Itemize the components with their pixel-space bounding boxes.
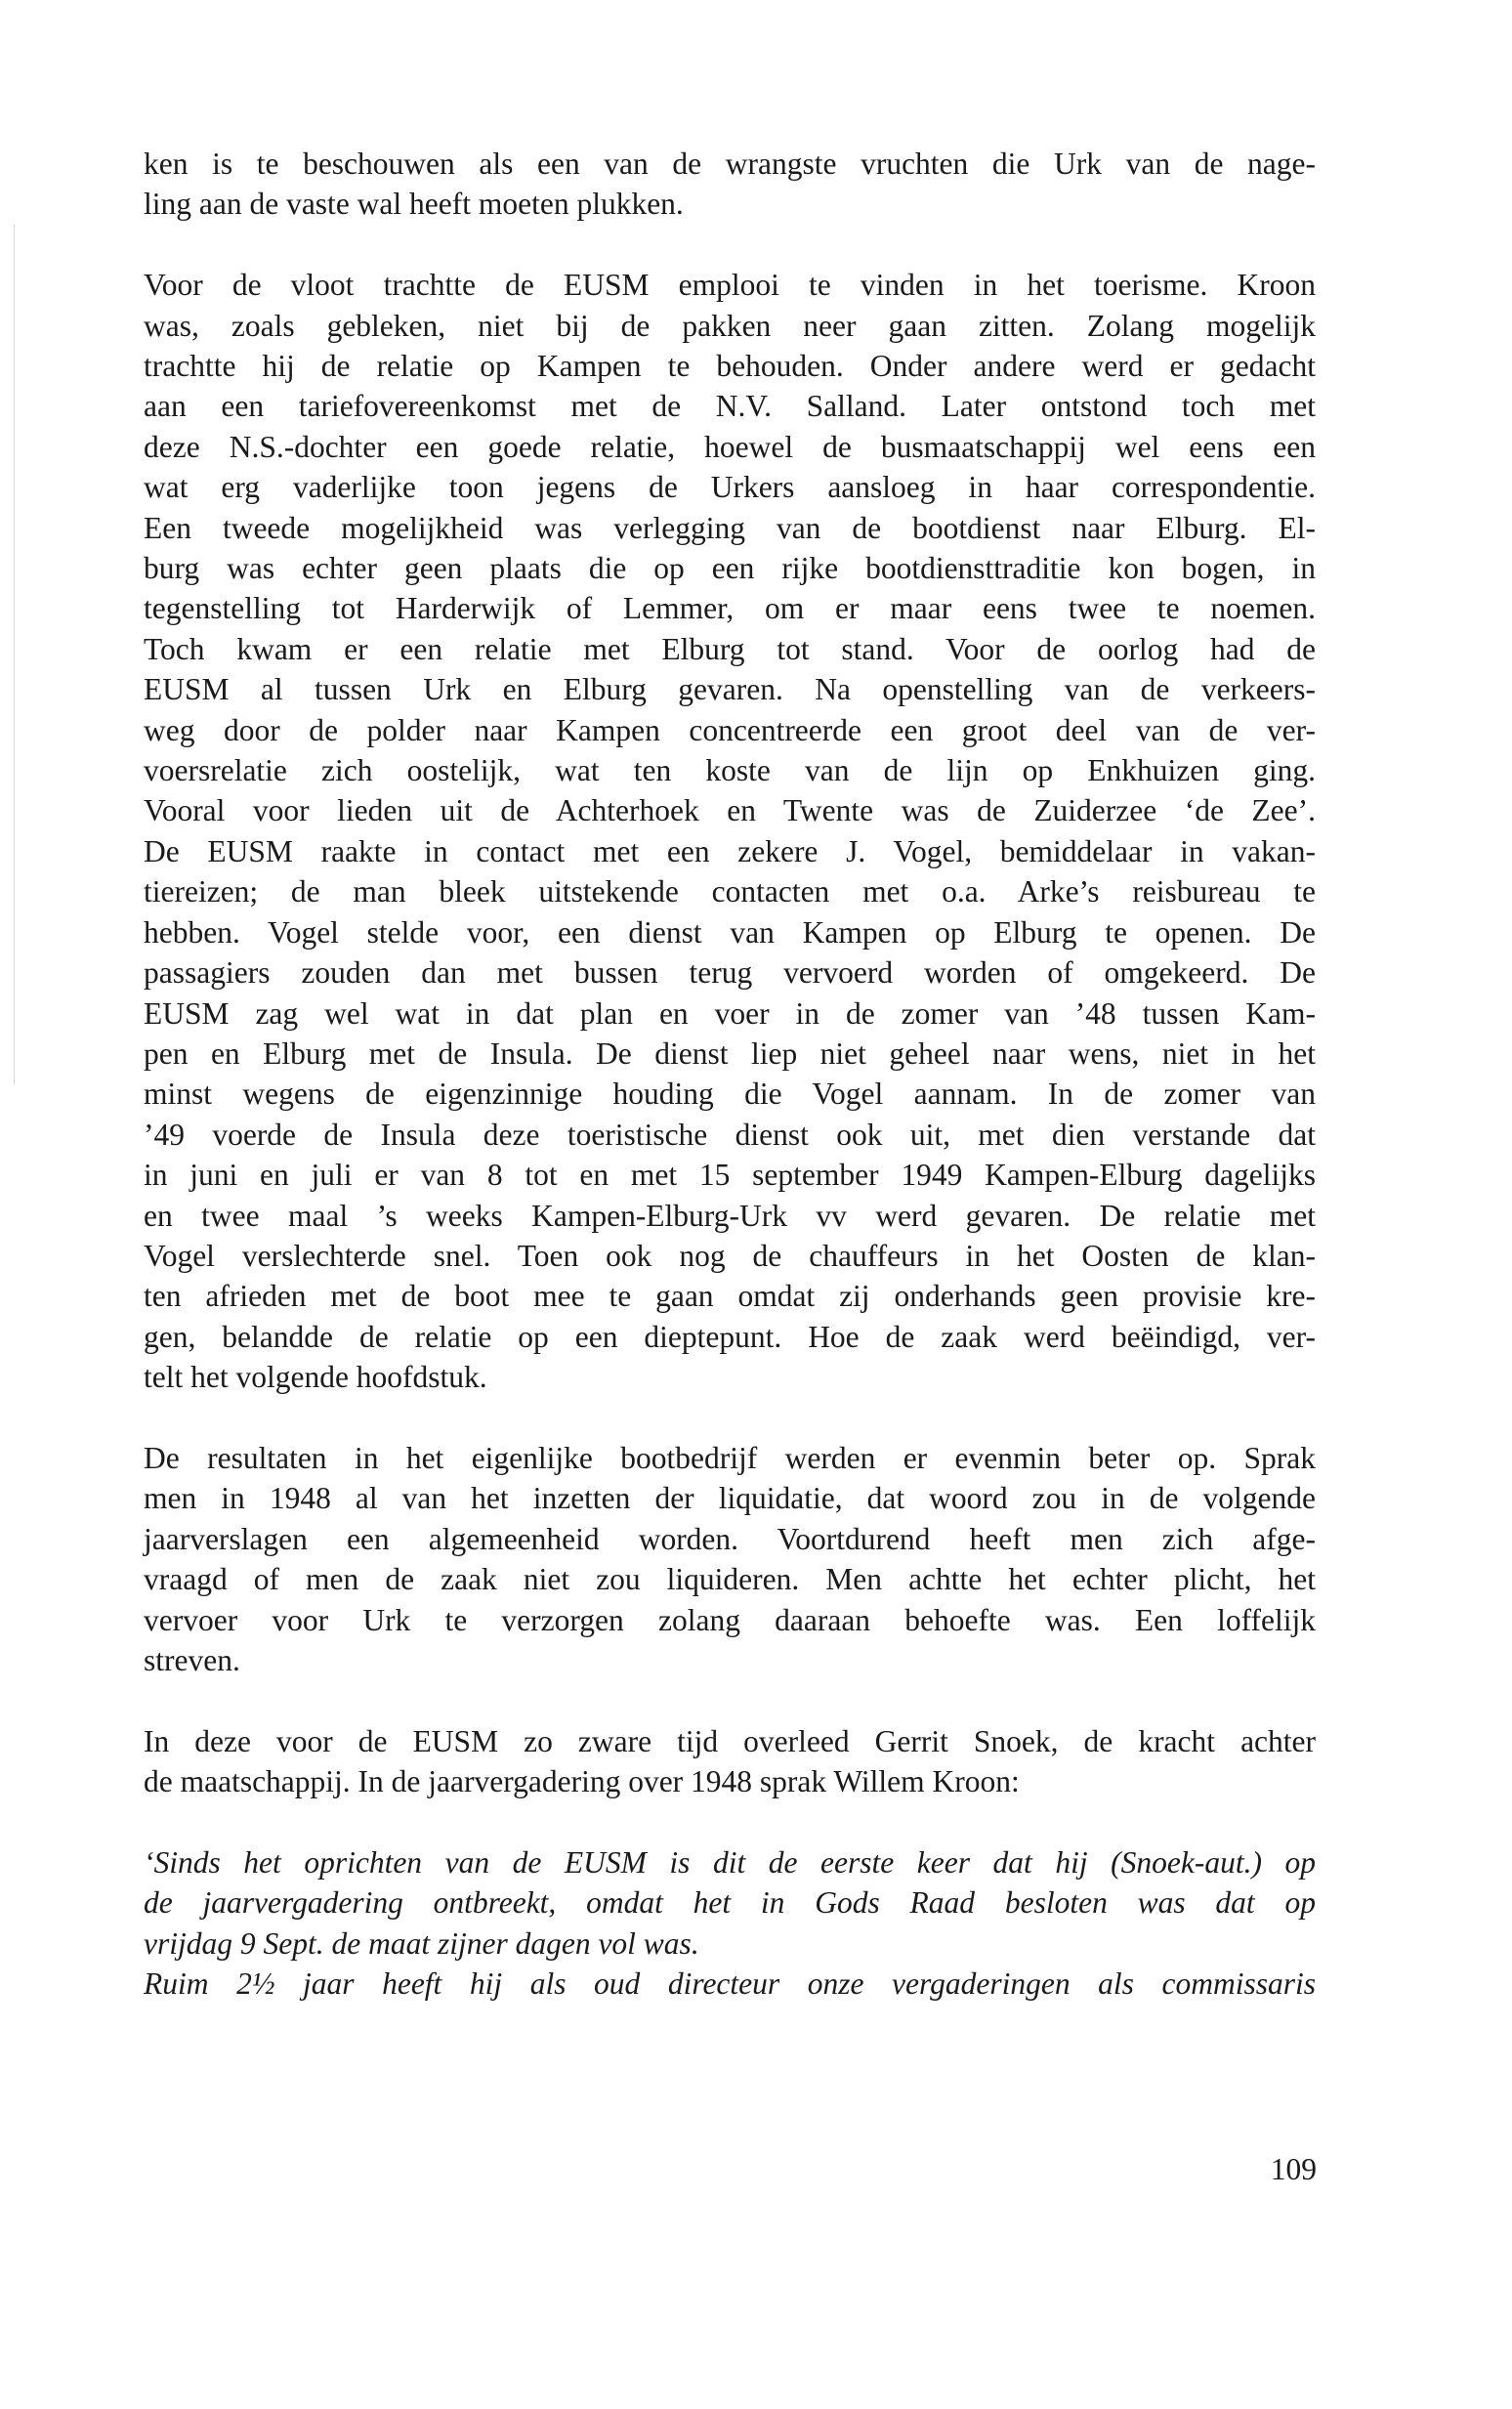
text-line: de maatschappij. In de jaarvergadering over 1948 sprak Willem Kroon: — [144, 1764, 1020, 1799]
text-line: weg door de polder naar Kampen concentreerde een groot deel van de ver- — [144, 712, 1316, 747]
quote-line: de jaarvergadering ontbreekt, omdat het in Gods Raad besloten was dat op — [144, 1885, 1316, 1921]
text-line: voersrelatie zich oostelijk, wat ten koste van de lijn op Enkhuizen ging. — [144, 753, 1316, 788]
paragraph-3 — [144, 1438, 1316, 1680]
text-line: en twee maal ’s weeks Kampen-Elburg-Urk vv werd gevaren. De relatie met — [144, 1198, 1316, 1233]
text-line: Toch kwam er een relatie met Elburg tot stand. Voor de oorlog had de — [144, 631, 1316, 666]
page-number: 109 — [1270, 2152, 1317, 2186]
text-line: Een tweede mogelijkheid was verlegging van de bootdienst naar Elburg. El- — [144, 510, 1316, 545]
quote-line: ‘Sinds het oprichten van de EUSM is dit de eerste keer dat hij (Snoek-aut.) op — [144, 1845, 1316, 1880]
paragraph-1 — [144, 144, 1316, 225]
text-line: deze N.S.-dochter een goede relatie, hoewel de busmaatschappij wel eens een — [144, 429, 1316, 464]
text-line: vervoer voor Urk te verzorgen zolang daaraan behoefte was. Een loffelijk — [144, 1602, 1316, 1637]
text-line: hebben. Vogel stelde voor, een dienst van Kampen op Elburg te openen. De — [144, 914, 1316, 950]
text-line: telt het volgende hoofdstuk. — [144, 1360, 487, 1395]
text-line: De EUSM raakte in contact met een zekere J. Vogel, bemiddelaar in vakan- — [144, 833, 1316, 868]
quote-line: vrijdag 9 Sept. de maat zijner dagen vol was. — [144, 1925, 699, 1961]
text-line: vraagd of men de zaak niet zou liquideren. Men achtte het echter plicht, het — [144, 1562, 1316, 1597]
text-line: minst wegens de eigenzinnige houding die Vogel aannam. In de zomer van — [144, 1077, 1316, 1112]
text-line: ten afrieden met de boot mee te gaan omdat zij onderhands geen provisie kre- — [144, 1279, 1316, 1314]
text-line: Vooral voor lieden uit de Achterhoek en Twente was de Zuiderzee ‘de Zee’. — [144, 793, 1316, 828]
scan-edge-line — [14, 225, 15, 1084]
text-line: ken is te beschouwen als een van de wrangste vruchten die Urk van de nage- — [144, 147, 1316, 181]
text-line: wat erg vaderlijke toon jegens de Urkers aansloeg in haar correspondentie. — [144, 470, 1316, 505]
text-line: was, zoals gebleken, niet bij de pakken neer gaan zitten. Zolang mogelijk — [144, 308, 1316, 343]
quote-line: Ruim 2½ jaar heeft hij als oud directeur onze vergaderingen als commissaris — [144, 1966, 1316, 2002]
paragraph-4 — [144, 1721, 1316, 1802]
body-text — [144, 144, 1316, 2005]
text-line: men in 1948 al van het inzetten der liquidatie, dat woord zou in de volgende — [144, 1481, 1316, 1516]
text-line: Vogel verslechterde snel. Toen ook nog de chauffeurs in het Oosten de klan- — [144, 1238, 1316, 1273]
text-line: gen, belandde de relatie op een dieptepunt. Hoe de zaak werd beëindigd, ver- — [144, 1319, 1316, 1354]
text-line: Voor de vloot trachtte de EUSM emplooi te vinden in het toerisme. Kroon — [144, 268, 1316, 303]
text-line: tiereizen; de man bleek uitstekende contacten met o.a. Arke’s reisbureau te — [144, 874, 1316, 909]
text-line: streven. — [144, 1643, 240, 1677]
text-line: In deze voor de EUSM zo zware tijd overleed Gerrit Snoek, de kracht achter — [144, 1723, 1316, 1758]
text-line: ling aan de vaste wal heeft moeten plukken. — [144, 187, 684, 222]
text-line: De resultaten in het eigenlijke bootbedrijf werden er evenmin beter op. Sprak — [144, 1440, 1316, 1475]
text-line: passagiers zouden dan met bussen terug vervoerd worden of omgekeerd. De — [144, 955, 1316, 991]
text-line: EUSM zag wel wat in dat plan en voer in de zomer van ’48 tussen Kam- — [144, 995, 1316, 1031]
text-line: jaarverslagen een algemeenheid worden. Voortdurend heeft men zich afge- — [144, 1521, 1316, 1556]
text-line: tegenstelling tot Harderwijk of Lemmer, om er maar eens twee te noemen. — [144, 591, 1316, 626]
paragraph-2 — [144, 265, 1316, 1397]
text-line: in juni en juli er van 8 tot en met 15 september 1949 Kampen-Elburg dagelijks — [144, 1158, 1316, 1193]
text-line: aan een tariefovereenkomst met de N.V. Salland. Later ontstond toch met — [144, 389, 1316, 424]
text-line: ’49 voerde de Insula deze toeristische dienst ook uit, met dien verstande dat — [144, 1117, 1316, 1152]
text-line: trachtte hij de relatie op Kampen te behouden. Onder andere werd er gedacht — [144, 349, 1316, 384]
quotation — [144, 1842, 1316, 2005]
text-line: burg was echter geen plaats die op een rijke bootdiensttraditie kon bogen, in — [144, 551, 1316, 586]
text-line: pen en Elburg met de Insula. De dienst liep niet geheel naar wens, niet in het — [144, 1035, 1316, 1071]
text-line: EUSM al tussen Urk en Elburg gevaren. Na openstelling van de verkeers- — [144, 672, 1316, 707]
